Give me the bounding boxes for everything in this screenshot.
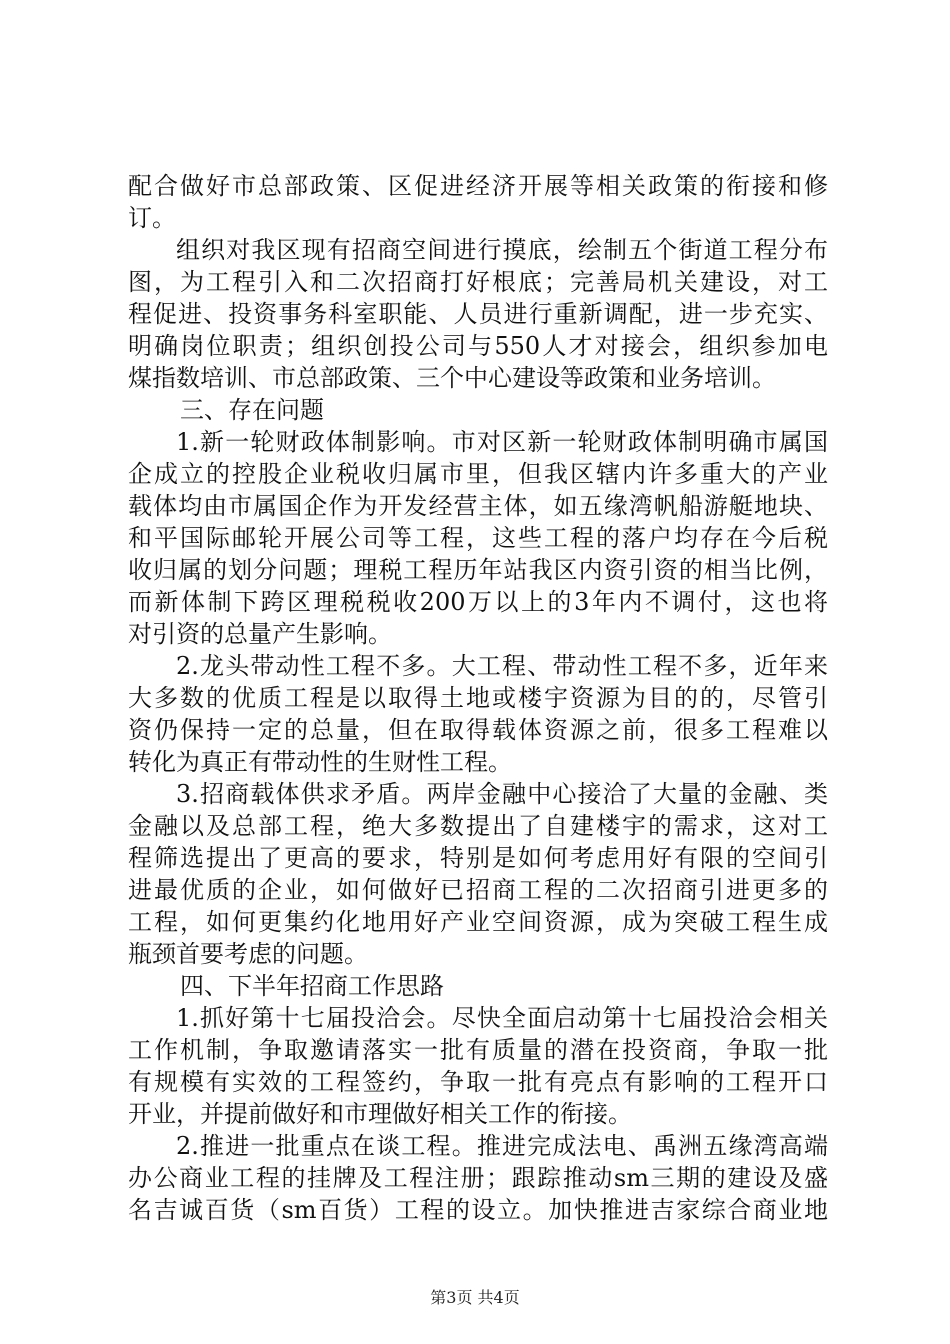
text-line: 金融以及总部工程，绝大多数提出了自建楼宇的需求，这对工 — [128, 812, 828, 840]
text-line: 进最优质的企业，如何做好已招商工程的二次招商引进更多的 — [128, 876, 828, 904]
text-line: 而新体制下跨区理税税收200万以上的3年内不调付，这也将 — [128, 588, 828, 616]
text-line: 瓶颈首要考虑的问题。 — [128, 940, 368, 968]
document-body — [128, 170, 828, 1226]
text-line: 1.抓好第十七届投洽会。尽快全面启动第十七届投洽会相关 — [176, 1004, 828, 1032]
text-line: 3.招商载体供求矛盾。两岸金融中心接洽了大量的金融、类 — [176, 780, 828, 808]
text-line: 名吉诚百货（sm百货）工程的设立。加快推进吉家综合商业地 — [128, 1196, 828, 1224]
section-heading: 四、下半年招商工作思路 — [180, 972, 444, 1000]
text-line: 程促进、投资事务科室职能、人员进行重新调配，进一步充实、 — [128, 300, 828, 328]
text-line: 组织对我区现有招商空间进行摸底，绘制五个街道工程分布 — [176, 236, 828, 264]
text-line: 载体均由市属国企作为开发经营主体，如五缘湾帆船游艇地块、 — [128, 492, 828, 520]
text-line: 转化为真正有带动性的生财性工程。 — [128, 748, 512, 776]
text-line: 资仍保持一定的总量，但在取得载体资源之前，很多工程难以 — [128, 716, 828, 744]
text-line: 图，为工程引入和二次招商打好根底；完善局机关建设，对工 — [128, 268, 828, 296]
text-line: 和平国际邮轮开展公司等工程，这些工程的落户均存在今后税 — [128, 524, 828, 552]
text-line: 工程，如何更集约化地用好产业空间资源，成为突破工程生成 — [128, 908, 828, 936]
text-line: 开业，并提前做好和市理做好相关工作的衔接。 — [128, 1100, 632, 1128]
text-line: 有规模有实效的工程签约，争取一批有亮点有影响的工程开口 — [128, 1068, 828, 1096]
text-line: 办公商业工程的挂牌及工程注册；跟踪推动sm三期的建设及盛 — [128, 1164, 828, 1192]
text-line: 大多数的优质工程是以取得土地或楼宇资源为目的的，尽管引 — [128, 684, 828, 712]
text-line: 企成立的控股企业税收归属市里，但我区辖内许多重大的产业 — [128, 460, 828, 488]
text-line: 明确岗位职责；组织创投公司与550人才对接会，组织参加电 — [128, 332, 828, 360]
text-line: 程筛选提出了更高的要求，特别是如何考虑用好有限的空间引 — [128, 844, 828, 872]
text-line: 2.推进一批重点在谈工程。推进完成法电、禹洲五缘湾高端 — [176, 1132, 828, 1160]
text-line: 配合做好市总部政策、区促进经济开展等相关政策的衔接和修 — [128, 172, 828, 200]
text-line: 1.新一轮财政体制影响。市对区新一轮财政体制明确市属国 — [176, 428, 828, 456]
text-line: 对引资的总量产生影响。 — [128, 620, 392, 648]
text-line: 订。 — [128, 204, 176, 232]
text-line: 收归属的划分问题；理税工程历年站我区内资引资的相当比例， — [128, 556, 828, 584]
text-line: 工作机制，争取邀请落实一批有质量的潜在投资商，争取一批 — [128, 1036, 828, 1064]
text-line: 2.龙头带动性工程不多。大工程、带动性工程不多，近年来 — [176, 652, 828, 680]
page-number-footer: 第3页 共4页 — [430, 1288, 520, 1307]
text-line: 煤指数培训、市总部政策、三个中心建设等政策和业务培训。 — [128, 364, 776, 392]
section-heading: 三、存在问题 — [180, 396, 324, 424]
